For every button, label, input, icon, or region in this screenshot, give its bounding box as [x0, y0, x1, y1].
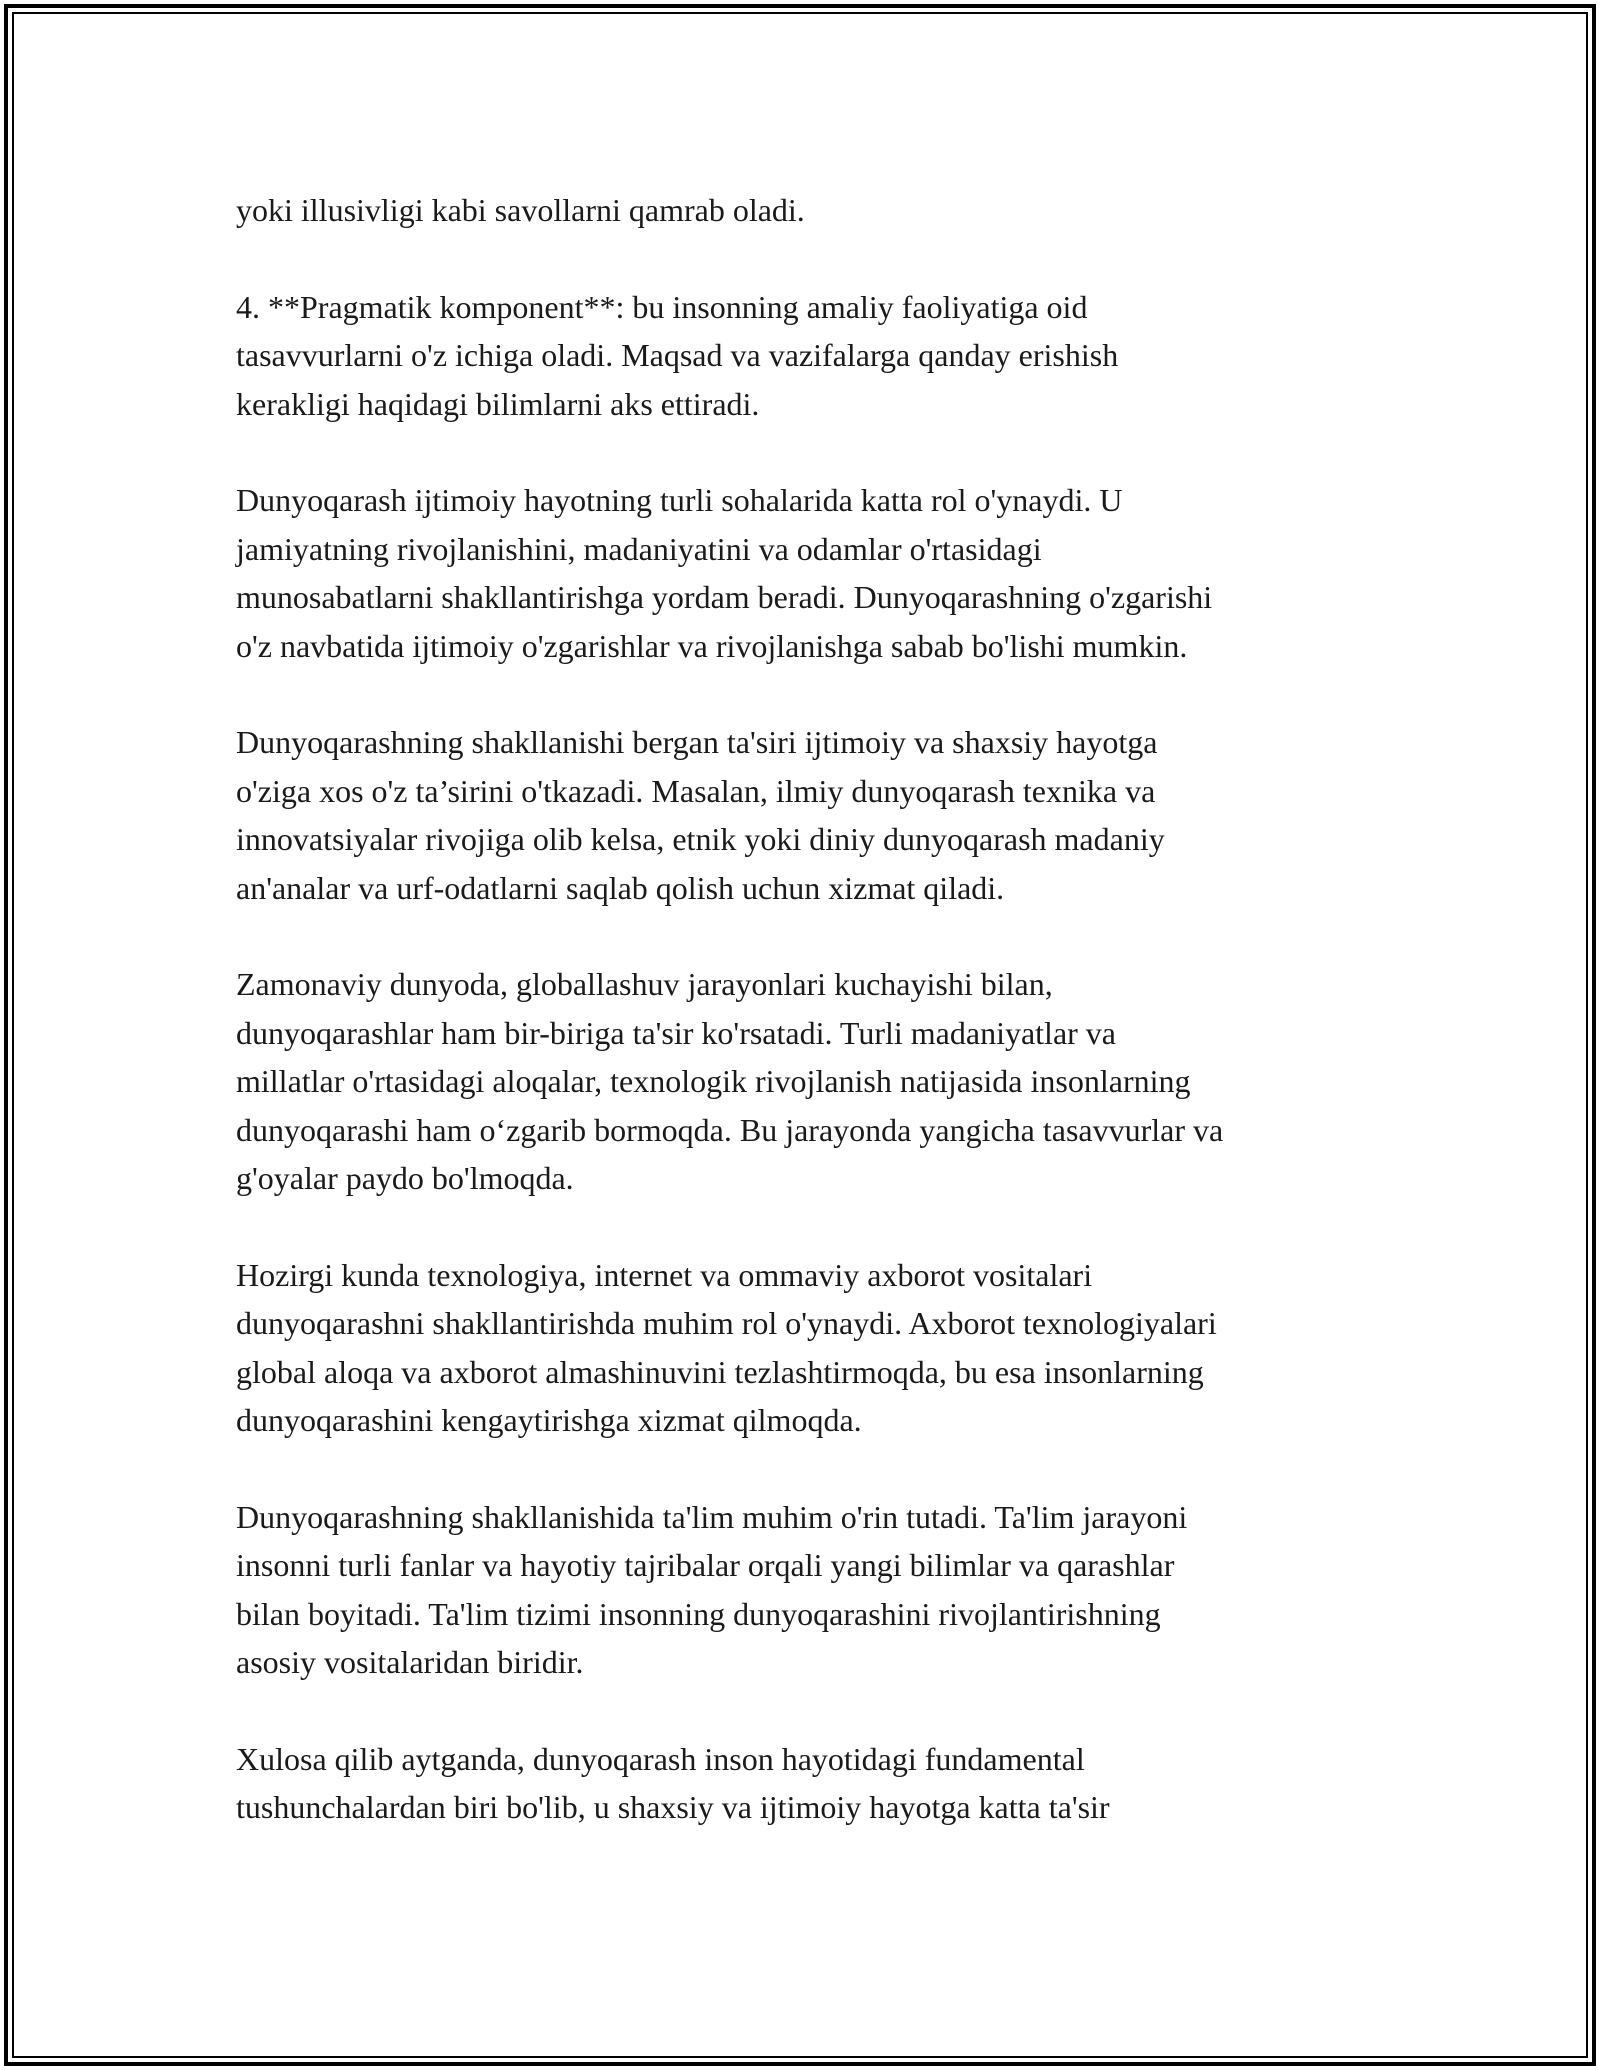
text-line: dunyoqarashi ham o‘zgarib bormoqda. Bu jarayonda yangicha tasavvurlar va: [236, 1111, 1224, 1148]
text-line: tasavvurlarni o'z ichiga oladi. Maqsad va vazifalarga qanday erishish: [236, 337, 1119, 374]
text-line: global aloqa va axborot almashinuvini tezlashtirmoqda, bu esa insonlarning: [236, 1353, 1204, 1390]
text-line: Dunyoqarash ijtimoiy hayotning turli sohalarida katta rol o'ynaydi. U: [236, 482, 1123, 519]
text-line: jamiyatning rivojlanishini, madaniyatini va odamlar o'rtasidagi: [236, 530, 1042, 567]
text-line: g'oyalar paydo bo'lmoqda.: [236, 1160, 574, 1197]
paragraph-2: [236, 283, 1396, 428]
text-line: dunyoqarashni shakllantirishda muhim rol o'ynaydi. Axborot texnologiyalari: [236, 1305, 1217, 1342]
text-line: asosiy vositalaridan biridir.: [236, 1644, 584, 1681]
text-line: bilan boyitadi. Ta'lim tizimi insonning dunyoqarashini rivojlantirishning: [236, 1595, 1161, 1632]
text-line: kerakligi haqidagi bilimlarni aks ettiradi.: [236, 385, 760, 422]
text-line: Zamonaviy dunyoda, globallashuv jarayonlari kuchayishi bilan,: [236, 966, 1053, 1003]
document-body: [236, 186, 1396, 1832]
paragraph-3: [236, 476, 1396, 670]
text-line: munosabatlarni shakllantirishga yordam beradi. Dunyoqarashning o'zgarishi: [236, 579, 1213, 616]
text-line: innovatsiyalar rivojiga olib kelsa, etnik yoki diniy dunyoqarash madaniy: [236, 821, 1165, 858]
text-line: Dunyoqarashning shakllanishida ta'lim muhim o'rin tutadi. Ta'lim jarayoni: [236, 1498, 1188, 1535]
text-line: Xulosa qilib aytganda, dunyoqarash inson hayotidagi fundamental: [236, 1740, 1085, 1777]
paragraph-7: [236, 1493, 1396, 1687]
paragraph-6: [236, 1251, 1396, 1445]
text-line: millatlar o'rtasidagi aloqalar, texnologik rivojlanish natijasida insonlarning: [236, 1063, 1191, 1100]
text-line: o'ziga xos o'z ta’sirini o'tkazadi. Masalan, ilmiy dunyoqarash texnika va: [236, 772, 1156, 809]
text-line: Hozirgi kunda texnologiya, internet va ommaviy axborot vositalari: [236, 1256, 1093, 1293]
paragraph-8: [236, 1735, 1396, 1832]
text-line: Dunyoqarashning shakllanishi bergan ta'siri ijtimoiy va shaxsiy hayotga: [236, 724, 1158, 761]
text-line: 4. **Pragmatik komponent**: bu insonning amaliy faoliyatiga oid: [236, 288, 1088, 325]
text-line: dunyoqarashini kengaytirishga xizmat qilmoqda.: [236, 1402, 862, 1439]
paragraph-1: [236, 186, 1396, 234]
text-line: yoki illusivligi kabi savollarni qamrab oladi.: [236, 192, 805, 228]
text-line: dunyoqarashlar ham bir-biriga ta'sir ko'rsatadi. Turli madaniyatlar va: [236, 1014, 1116, 1051]
text-line: tushunchalardan biri bo'lib, u shaxsiy va ijtimoiy hayotga katta ta'sir: [236, 1789, 1110, 1826]
text-line: an'analar va urf-odatlarni saqlab qolish uchun xizmat qiladi.: [236, 869, 1005, 906]
text-line: o'z navbatida ijtimoiy o'zgarishlar va rivojlanishga sabab bo'lishi mumkin.: [236, 627, 1188, 664]
text-line: insonni turli fanlar va hayotiy tajribalar orqali yangi bilimlar va qarashlar: [236, 1547, 1175, 1584]
paragraph-4: [236, 718, 1396, 912]
paragraph-5: [236, 960, 1396, 1202]
